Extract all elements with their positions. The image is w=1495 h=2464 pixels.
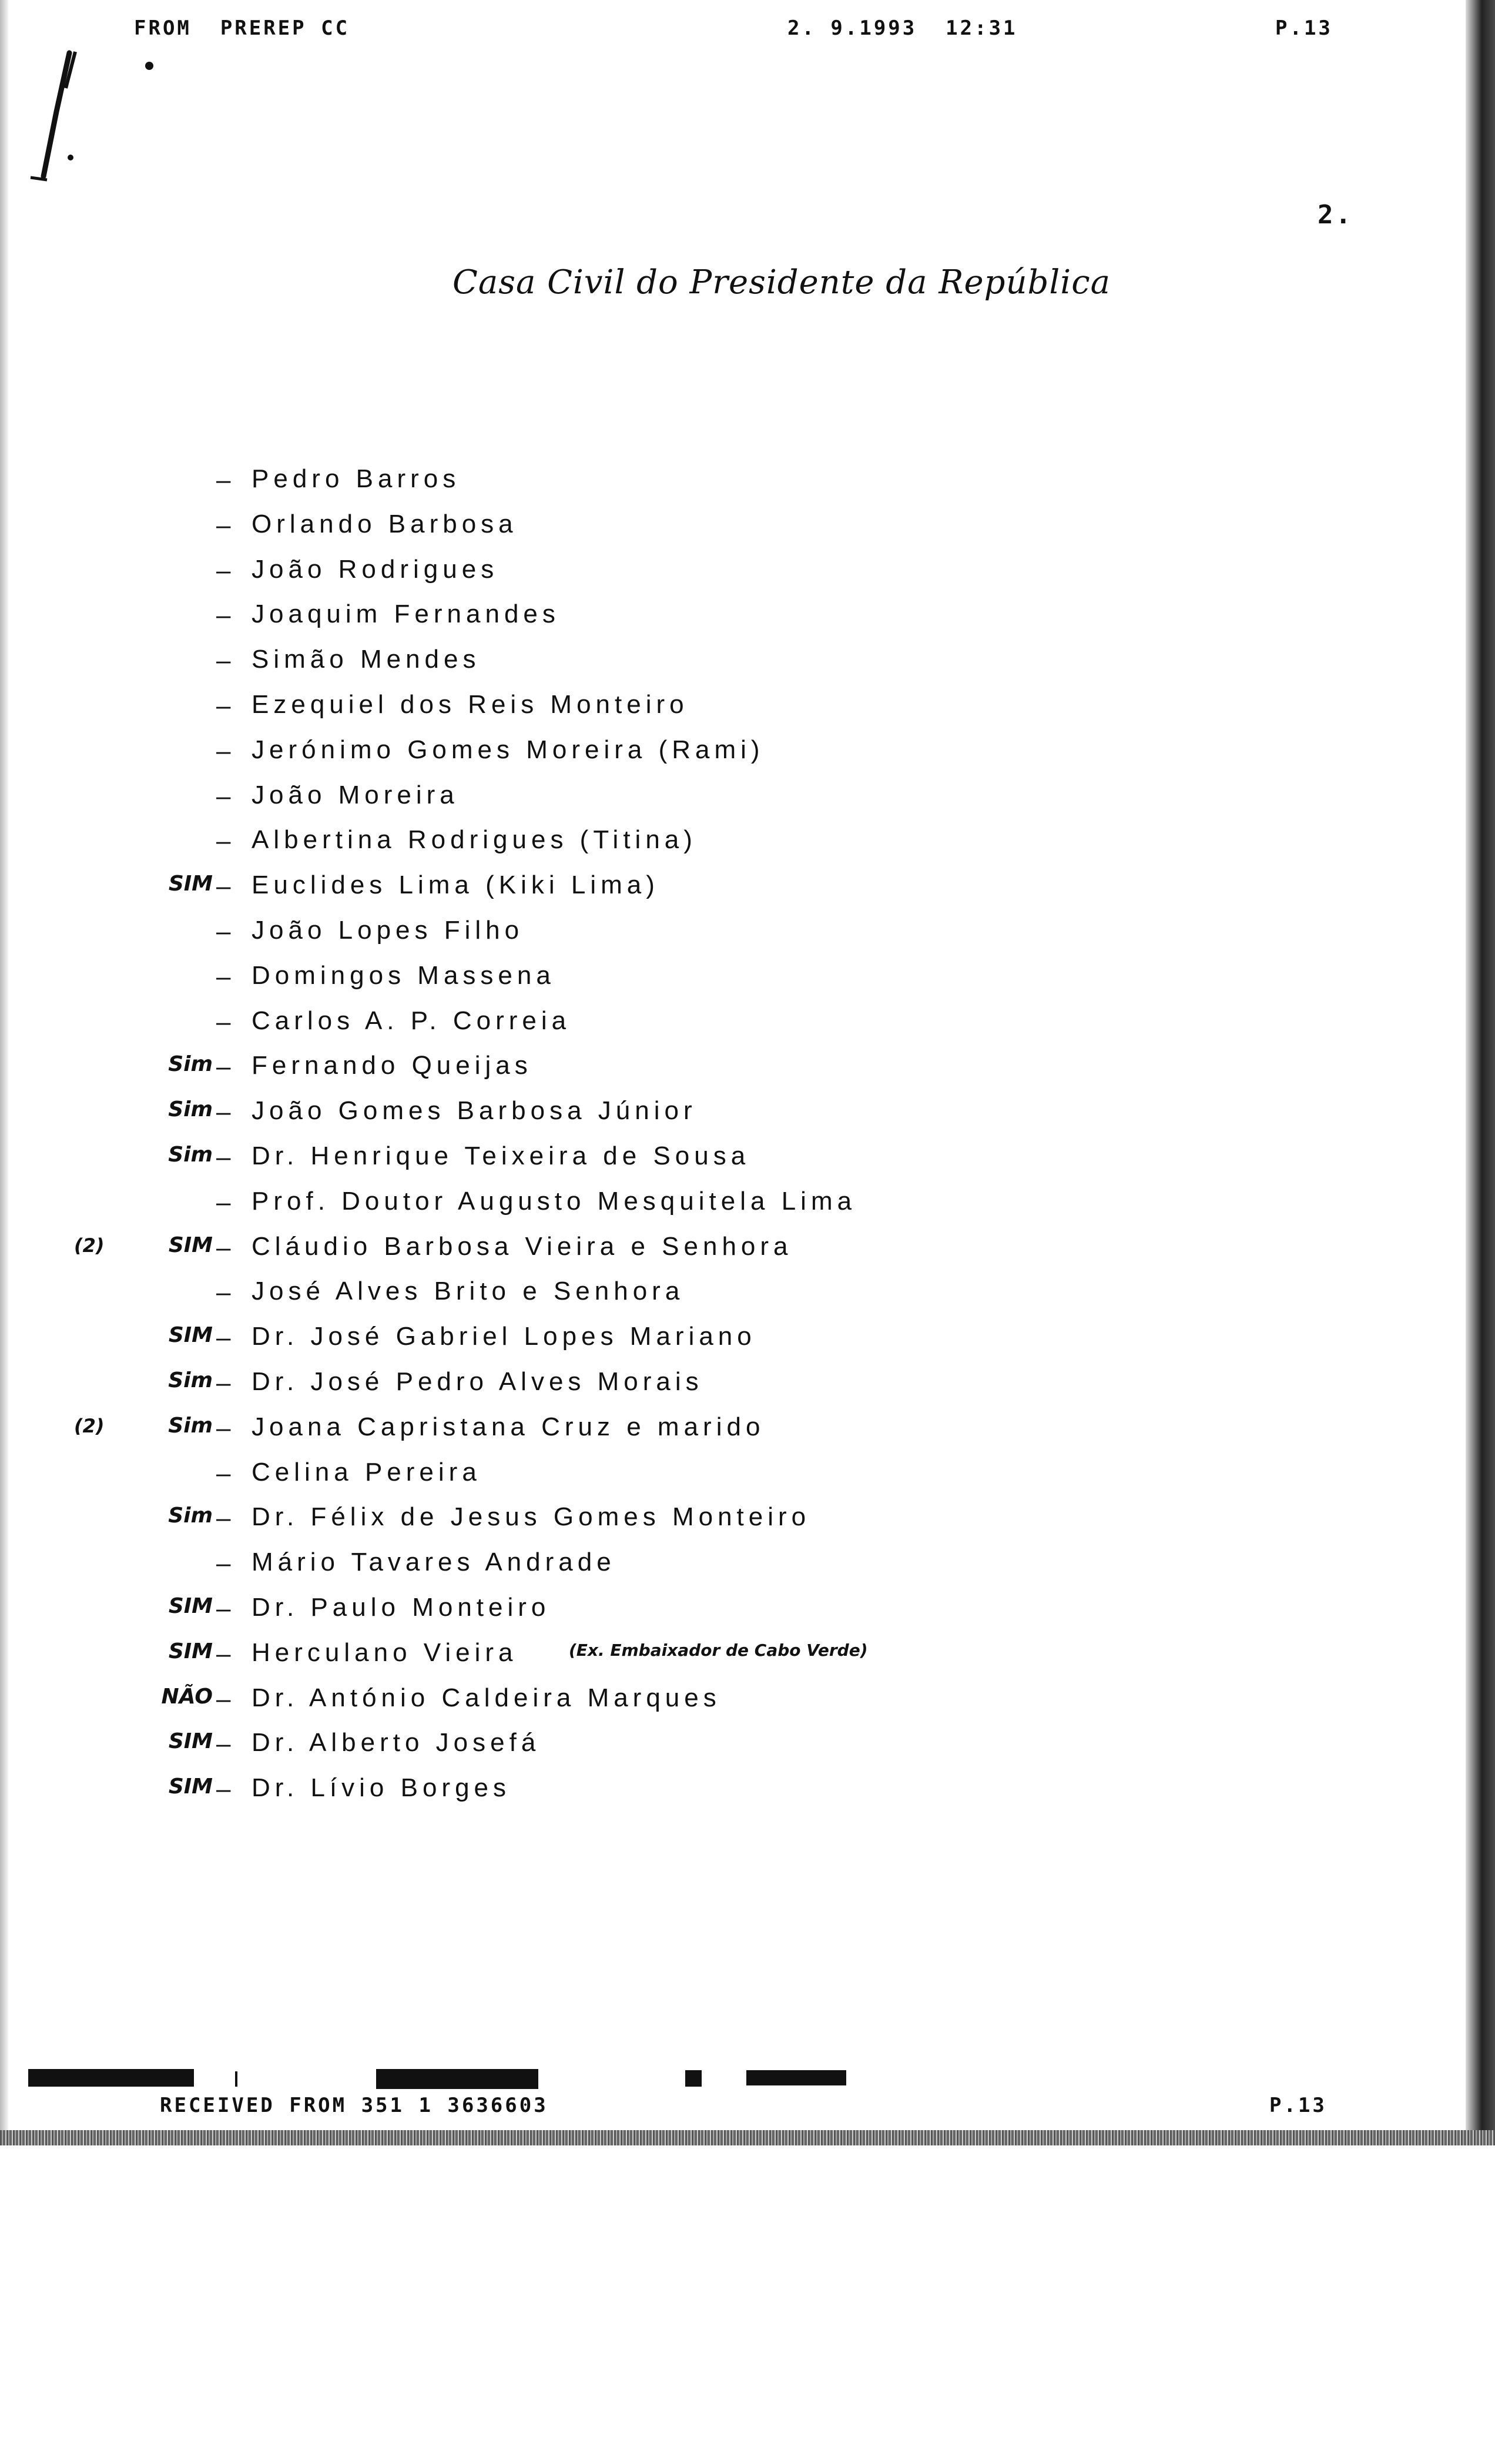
guest-name: Mário Tavares Andrade [252, 1548, 616, 1577]
list-dash: – [216, 781, 231, 811]
list-item [0, 775, 1410, 820]
list-dash: – [216, 1368, 231, 1397]
guest-name: José Alves Brito e Senhora [252, 1277, 685, 1306]
list-item [0, 1542, 1410, 1587]
guest-name: Dr. Alberto Josefá [252, 1728, 541, 1757]
guest-name: Dr. Lívio Borges [252, 1773, 511, 1803]
list-item [0, 819, 1410, 865]
list-item [0, 1181, 1410, 1226]
handwritten-count: (2) [74, 1414, 105, 1437]
handwritten-slash-mark [0, 0, 176, 200]
names-list [0, 458, 1410, 1813]
scan-bottom-band [0, 2130, 1495, 2145]
handwritten-mark: NÃO [161, 1684, 213, 1709]
list-dash: – [216, 601, 231, 630]
list-dash: – [216, 1458, 231, 1488]
list-item [0, 1587, 1410, 1632]
list-dash: – [216, 1639, 231, 1668]
list-dash: – [216, 1007, 231, 1036]
fax-header-from: FROM PREREP CC [134, 16, 350, 40]
list-dash: – [216, 1504, 231, 1533]
guest-name: Domingos Massena [252, 960, 555, 990]
list-item [0, 684, 1410, 729]
list-item [0, 955, 1410, 1000]
list-dash: – [216, 916, 231, 946]
handwritten-mark: SIM [168, 872, 213, 896]
fax-footer-received: RECEIVED FROM 351 1 3636603 [160, 2094, 548, 2117]
list-item [0, 1407, 1410, 1452]
list-dash: – [216, 1052, 231, 1082]
guest-name: Dr. Paulo Monteiro [252, 1592, 551, 1622]
list-item [0, 865, 1410, 910]
guest-name: Carlos A. P. Correia [252, 1006, 571, 1035]
guest-name: Cláudio Barbosa Vieira e Senhora [252, 1231, 793, 1261]
list-dash: – [216, 1278, 231, 1307]
list-item [0, 549, 1410, 594]
guest-name: Dr. José Pedro Alves Morais [252, 1367, 703, 1396]
guest-name: Dr. José Gabriel Lopes Mariano [252, 1322, 756, 1351]
list-dash: – [216, 1684, 231, 1713]
list-dash: – [216, 1729, 231, 1759]
list-dash: – [216, 736, 231, 765]
transmission-bar [235, 2071, 237, 2087]
fax-header-date: 2. 9.1993 12:31 [787, 16, 1018, 40]
guest-name: Dr. Henrique Teixeira de Sousa [252, 1141, 750, 1170]
list-dash: – [216, 1187, 231, 1217]
list-item [0, 1632, 1410, 1678]
handwritten-mark: SIM [168, 1775, 213, 1799]
guest-name: João Gomes Barbosa Júnior [252, 1096, 697, 1126]
list-dash: – [216, 691, 231, 720]
guest-name: Dr. Félix de Jesus Gomes Monteiro [252, 1502, 811, 1532]
guest-name: Pedro Barros [252, 464, 461, 493]
list-item [0, 1045, 1410, 1090]
list-item [0, 1497, 1410, 1542]
guest-name: Herculano Vieira [252, 1638, 518, 1667]
list-item [0, 1767, 1410, 1813]
guest-name: Ezequiel dos Reis Monteiro [252, 689, 689, 719]
guest-name: Simão Mendes [252, 645, 481, 674]
list-dash: – [216, 510, 231, 540]
transmission-bar [685, 2070, 702, 2087]
guest-name: Prof. Doutor Augusto Mesquitela Lima [252, 1186, 857, 1216]
letterhead: Casa Civil do Presidente da República [452, 263, 1111, 302]
list-dash: – [216, 1549, 231, 1578]
guest-name: João Lopes Filho [252, 915, 524, 945]
guest-name: Celina Pereira [252, 1457, 481, 1487]
guest-name: João Moreira [252, 780, 459, 809]
handwritten-mark: SIM [168, 1729, 213, 1754]
list-item [0, 910, 1410, 955]
guest-name: Joaquim Fernandes [252, 600, 560, 629]
list-dash: – [216, 826, 231, 856]
list-item [0, 594, 1410, 639]
handwritten-mark: Sim [168, 1504, 213, 1528]
guest-name: Euclides Lima (Kiki Lima) [252, 871, 659, 900]
transmission-bar [376, 2069, 538, 2089]
list-item [0, 1316, 1410, 1361]
list-item [0, 639, 1410, 684]
list-item [0, 1452, 1410, 1497]
list-item [0, 1361, 1410, 1407]
list-dash: – [216, 1142, 231, 1171]
handwritten-mark: Sim [168, 1097, 213, 1122]
guest-name: Jerónimo Gomes Moreira (Rami) [252, 735, 765, 764]
handwritten-mark: SIM [168, 1593, 213, 1618]
page-number: 2. [1318, 200, 1353, 230]
list-item [0, 458, 1410, 504]
list-dash: – [216, 872, 231, 901]
list-item [0, 729, 1410, 775]
list-item [0, 504, 1410, 549]
list-dash: – [216, 1233, 231, 1262]
handwritten-mark: Sim [168, 1368, 213, 1392]
list-dash: – [216, 555, 231, 585]
list-dash: – [216, 646, 231, 675]
handwritten-mark: Sim [168, 1413, 213, 1438]
handwritten-mark: Sim [168, 1142, 213, 1167]
guest-name: Dr. António Caldeira Marques [252, 1683, 721, 1712]
list-item [0, 1136, 1410, 1181]
handwritten-mark: SIM [168, 1233, 213, 1257]
list-item [0, 1722, 1410, 1767]
guest-name: Fernando Queijas [252, 1051, 532, 1080]
list-item [0, 1000, 1410, 1046]
handwritten-mark: Sim [168, 1052, 213, 1077]
handwritten-mark: SIM [168, 1639, 213, 1663]
guest-name: Joana Capristana Cruz e marido [252, 1412, 765, 1441]
scan-edge-right [1466, 0, 1495, 2145]
fax-header-page: P.13 [1275, 16, 1333, 40]
list-dash: – [216, 1323, 231, 1352]
list-item [0, 1090, 1410, 1136]
guest-name: Orlando Barbosa [252, 509, 518, 538]
guest-name: Albertina Rodrigues (Titina) [252, 825, 697, 855]
list-dash: – [216, 962, 231, 991]
list-dash: – [216, 1775, 231, 1804]
list-dash: – [216, 466, 231, 494]
list-dash: – [216, 1413, 231, 1442]
fax-footer-page: P.13 [1269, 2094, 1327, 2117]
transmission-bar [746, 2070, 846, 2085]
handwritten-count: (2) [74, 1234, 105, 1257]
handwritten-note: (Ex. Embaixador de Cabo Verde) [569, 1640, 868, 1660]
list-item [0, 1678, 1410, 1723]
list-item [0, 1226, 1410, 1271]
handwritten-mark: SIM [168, 1323, 213, 1348]
list-dash: – [216, 1593, 231, 1623]
list-dash: – [216, 1097, 231, 1127]
transmission-bar [28, 2069, 194, 2087]
guest-name: João Rodrigues [252, 554, 499, 584]
list-item [0, 1271, 1410, 1316]
